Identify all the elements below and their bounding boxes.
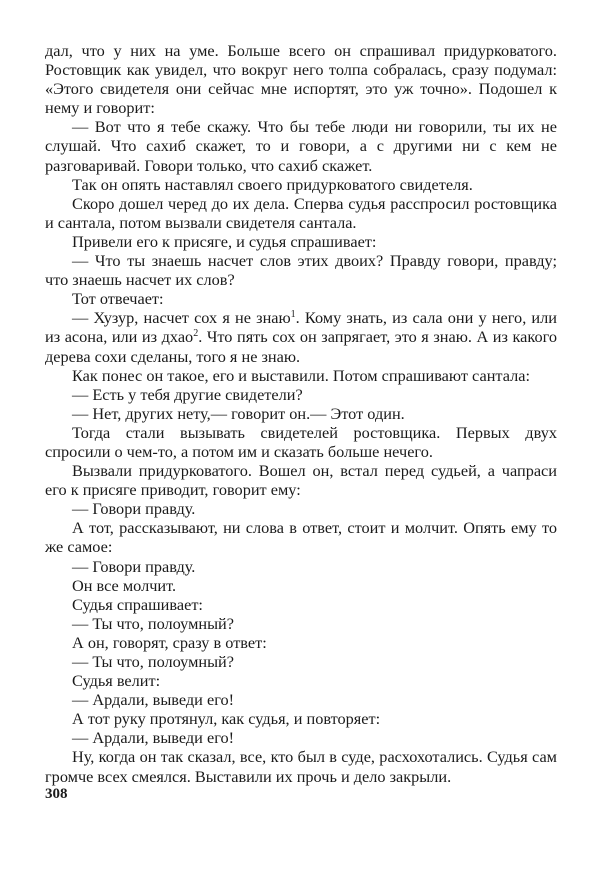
paragraph: дал, что у них на уме. Больше всего он спрашивал придурковатого. Ростовщик как увидел, что вокруг него толпа собралась, сразу подумал: «Этого свидетеля они сейчас мне испортят, это уж точно». Подошел к нему и говорит: (45, 41, 557, 118)
paragraph: Вызвали придурковатого. Вошел он, встал перед судьей, а чапраси его к присяге приводит, говорит ему: (45, 461, 557, 500)
paragraph: Скоро дошел черед до их дела. Сперва судья расспросил ростовщика и сантала, потом вызвали свидетеля сантала. (45, 193, 557, 232)
paragraph: Так он опять наставлял своего придурковатого свидетеля. (72, 174, 473, 194)
paragraph: Как понес он такое, его и выставили. Потом спрашивают сантала: (72, 365, 530, 385)
paragraph: А тот, рассказывают, ни слова в ответ, стоит и молчит. Опять ему то же самое: (45, 518, 557, 557)
paragraph: — Говори правду. (72, 499, 196, 519)
paragraph: — Говори правду. (72, 556, 196, 576)
paragraph-with-footnotes (45, 308, 557, 365)
paragraph: А тот руку протянул, как судья, и повторяет: (72, 709, 381, 729)
paragraph: Привели его к присяге, и судья спрашивает: (72, 231, 377, 251)
paragraph: — Есть у тебя другие свидетели? (72, 384, 303, 404)
paragraph: — Нет, других нету,— говорит он.— Этот один. (72, 403, 405, 423)
paragraph: Тот отвечает: (72, 289, 164, 309)
paragraph: — Ты что, полоумный? (72, 652, 234, 671)
paragraph: — Ты что, полоумный? (72, 613, 234, 633)
paragraph: А он, говорят, сразу в ответ: (72, 632, 267, 652)
footnote-marker: 1 (290, 309, 296, 321)
paragraph: Ну, когда он так сказал, все, кто был в суде, расхохотались. Судья сам громче всех смеялся. Выставили их прочь и дело закрыли. (45, 747, 557, 786)
paragraph: — Что ты знаешь насчет слов этих двоих? Правду говори, правду; что знаешь насчет их слов? (45, 251, 557, 290)
body-text (45, 41, 557, 786)
paragraph: Судья спрашивает: (72, 594, 203, 614)
paragraph-text: . Что пять сох он запрягает, это я знаю. А из какого дерева сохи сделаны, того я не знаю. (45, 327, 557, 366)
page-number: 308 (45, 786, 68, 802)
footnote-marker: 2 (193, 328, 199, 340)
paragraph: — Ардали, выведи его! (72, 690, 235, 710)
paragraph-text: — Хузур, насчет сох я не знаю (72, 308, 291, 328)
paragraph: — Ардали, выведи его! (72, 728, 235, 748)
paragraph: Он все молчит. (72, 575, 177, 595)
paragraph: Тогда стали вызывать свидетелей ростовщика. Первых двух спросили о чем-то, а потом им и сказать больше нечего. (45, 422, 557, 461)
paragraph: — Вот что я тебе скажу. Что бы тебе люди ни говорили, ты их не слушай. Что сахиб скажет, то и говори, а с другими ни с кем не разговаривай. Говори только, что сахиб скажет. (45, 117, 557, 175)
paragraph-text: . Кому знать, из сала они у него, или из асона, или из дхао (45, 308, 557, 347)
paragraph: Судья велит: (72, 671, 161, 691)
